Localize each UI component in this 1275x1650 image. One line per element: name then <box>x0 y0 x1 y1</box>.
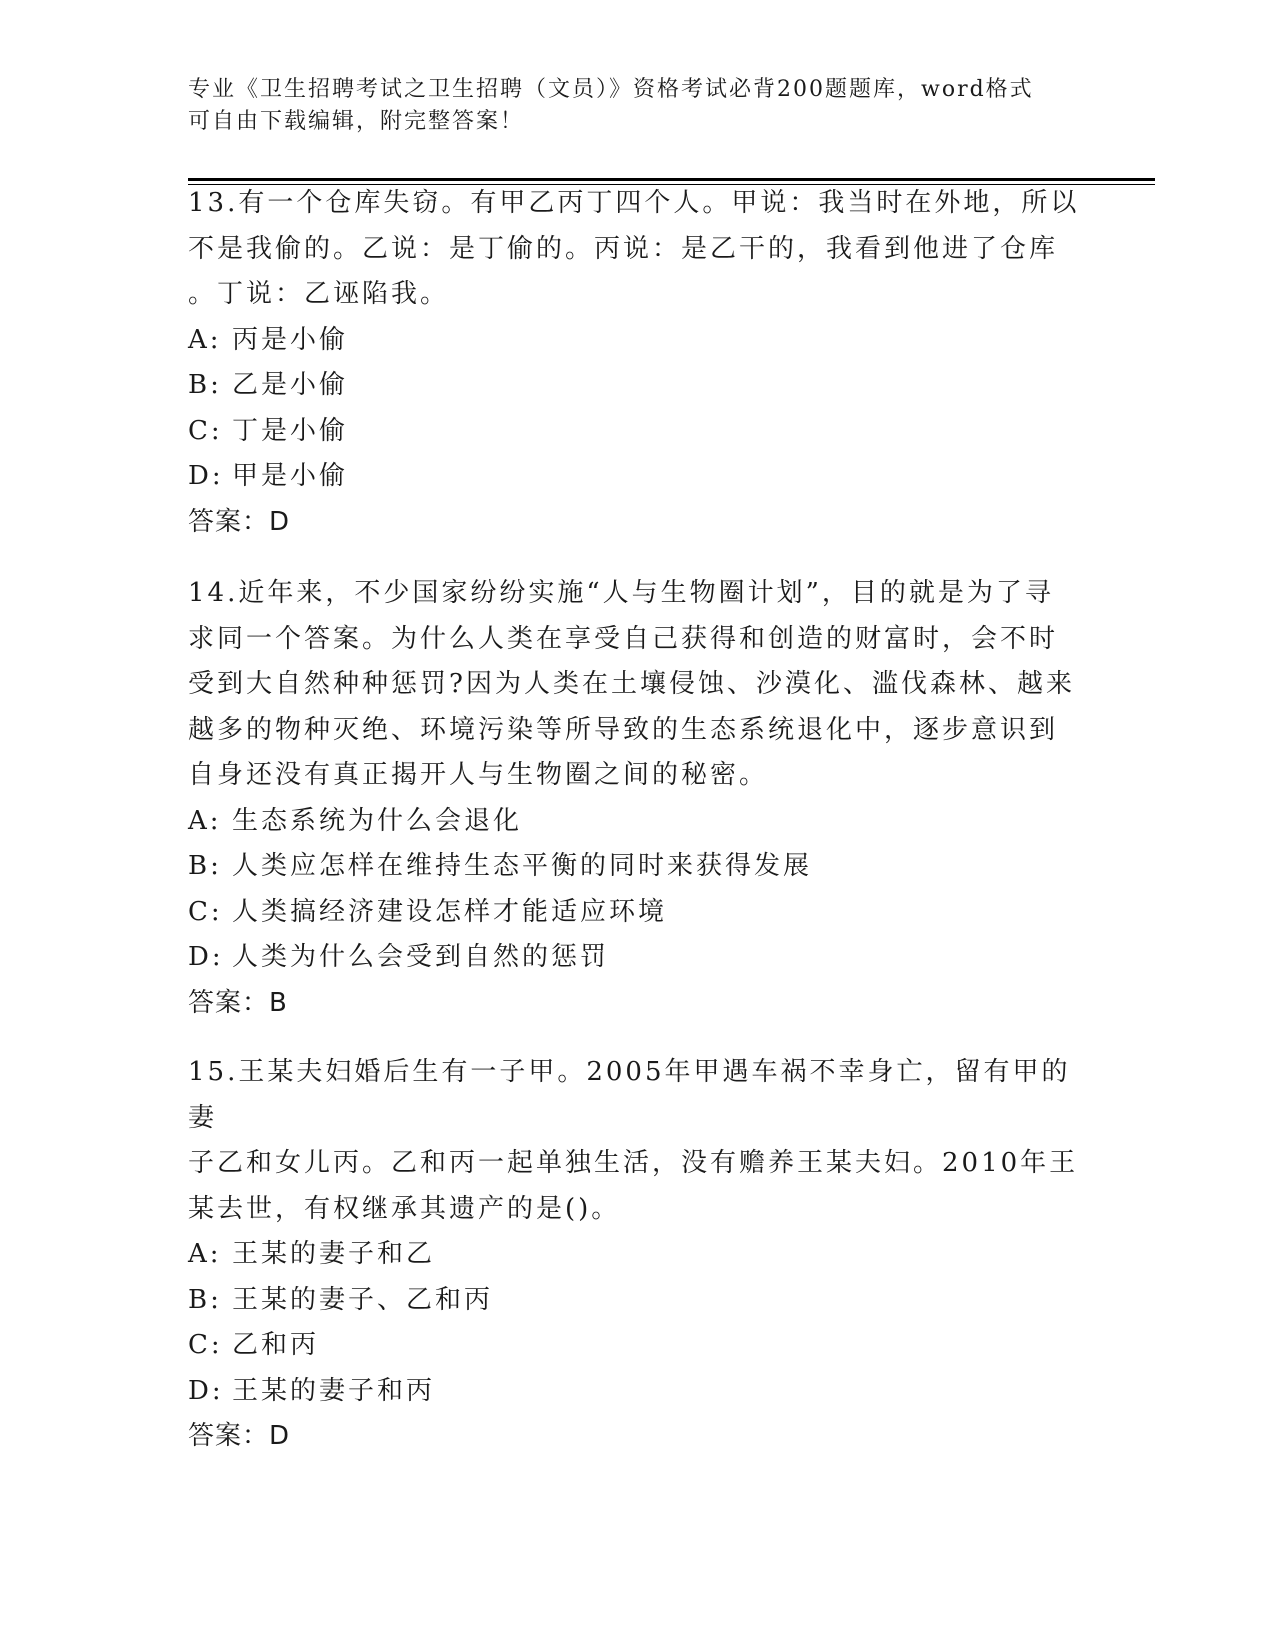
stem-line: 14.近年来，不少国家纷纷实施“人与生物圈计划”，目的就是为了寻 <box>188 578 1054 608</box>
option-letter: D: <box>188 1375 224 1406</box>
question-14 <box>188 571 1088 1026</box>
option-text: 乙和丙 <box>232 1330 320 1360</box>
option-letter: B: <box>188 1284 222 1315</box>
header-line: 可自由下载编辑，附完整答案！ <box>188 109 525 134</box>
stem-line: 不是我偷的。乙说：是丁偷的。丙说：是乙干的，我看到他进了仓库 <box>188 233 1059 264</box>
option-letter: A: <box>188 805 222 836</box>
option-letter: D: <box>188 461 224 491</box>
stem-line: 受到大自然种种惩罚?因为人类在土壤侵蚀、沙漠化、滥伐森林、越来 <box>188 669 1075 699</box>
stem-line: 13.有一个仓库失窃。有甲乙丙丁四个人。甲说：我当时在外地，所以 <box>188 188 1080 218</box>
stem-line: 求同一个答案。为什么人类在享受自己获得和创造的财富时，会不时 <box>188 623 1059 654</box>
question-stem <box>188 1050 1088 1232</box>
option-d <box>188 454 1088 500</box>
stem-line: 子乙和女儿丙。乙和丙一起单独生活，没有赡养王某夫妇。2010年王 <box>188 1148 1079 1178</box>
header-line: 专业《卫生招聘考试之卫生招聘（文员）》资格考试必背200题题库，word格式 <box>188 77 1034 102</box>
option-letter: A: <box>188 324 222 355</box>
option-text: 人类搞经济建设怎样才能适应环境 <box>232 896 668 927</box>
option-text: 甲是小偷 <box>232 461 349 491</box>
question-13 <box>188 181 1088 545</box>
answer-line: 答案：D <box>188 506 291 537</box>
option-b <box>188 844 1088 890</box>
option-a <box>188 318 1088 364</box>
document-header <box>188 74 1068 138</box>
option-a <box>188 799 1088 845</box>
option-text: 丙是小偷 <box>232 324 349 355</box>
option-c <box>188 890 1088 936</box>
option-text: 丁是小偷 <box>232 415 349 446</box>
stem-line: 15.王某夫妇婚后生有一子甲。2005年甲遇车祸不幸身亡，留有甲的妻 <box>188 1057 1071 1133</box>
option-text: 王某的妻子、乙和丙 <box>232 1284 494 1315</box>
stem-line: 某去世，有权继承其遗产的是()。 <box>188 1193 621 1224</box>
stem-line: 越多的物种灭绝、环境污染等所导致的生态系统退化中，逐步意识到 <box>188 714 1059 745</box>
question-15 <box>188 1050 1088 1460</box>
option-letter: A: <box>188 1239 222 1269</box>
question-stem <box>188 181 1088 318</box>
option-letter: C: <box>188 1330 223 1360</box>
option-text: 人类应怎样在维持生态平衡的同时来获得发展 <box>232 851 813 881</box>
option-b <box>188 363 1088 409</box>
option-d <box>188 935 1088 981</box>
option-text: 乙是小偷 <box>232 370 349 400</box>
option-letter: C: <box>188 415 223 446</box>
option-letter: B: <box>188 370 222 400</box>
option-c <box>188 409 1088 455</box>
stem-line: 自身还没有真正揭开人与生物圈之间的秘密。 <box>188 760 769 790</box>
stem-line: 。丁说：乙诬陷我。 <box>188 279 450 309</box>
question-stem <box>188 571 1088 799</box>
answer-line: 答案：D <box>188 1421 291 1451</box>
option-c <box>188 1323 1088 1369</box>
option-d <box>188 1369 1088 1415</box>
option-letter: C: <box>188 896 223 927</box>
option-b <box>188 1278 1088 1324</box>
answer-line: 答案：B <box>188 987 288 1018</box>
option-a <box>188 1232 1088 1278</box>
option-letter: B: <box>188 851 222 881</box>
option-text: 王某的妻子和丙 <box>232 1375 436 1406</box>
option-letter: D: <box>188 942 224 972</box>
option-text: 人类为什么会受到自然的惩罚 <box>232 942 610 972</box>
option-text: 生态系统为什么会退化 <box>232 805 523 836</box>
option-text: 王某的妻子和乙 <box>232 1239 436 1269</box>
